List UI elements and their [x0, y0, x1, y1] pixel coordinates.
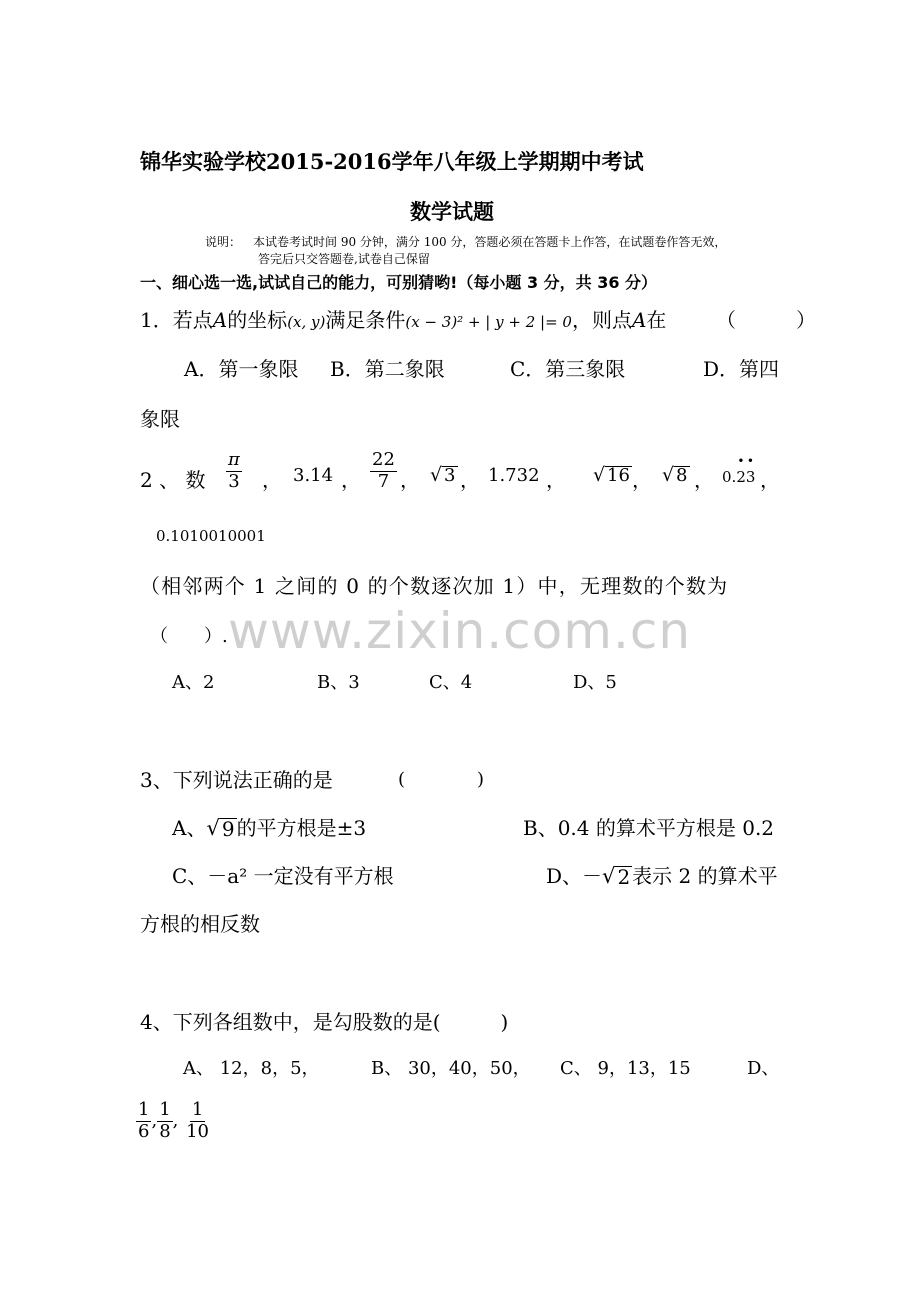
note-label: 说明：	[205, 235, 242, 249]
q3-answer-blank: ( )	[398, 769, 485, 790]
watermark: www.zixin.com.cn	[228, 602, 692, 660]
q1-mid2: 满足条件	[325, 308, 406, 332]
q2-option-b: B、3	[317, 672, 360, 693]
q2-option-d: D、5	[573, 672, 617, 693]
q1-option-b: B．第二象限	[330, 357, 445, 381]
section-heading: 一、细心选一选,试试自己的能力，可别猜哟!（每小题 3 分，共 36 分）	[140, 273, 658, 292]
q2-pi: π	[228, 449, 240, 470]
q3-option-a: A、 √ 9 的平方根是±3	[172, 816, 367, 841]
q2-sqrt-8: √ 8	[662, 464, 688, 487]
q1-answer-blank: （ ）	[716, 308, 816, 332]
q2-option-c: C、4	[429, 672, 473, 693]
q2-option-a: A、2	[172, 672, 215, 693]
q1-lead: 1．若点	[140, 308, 213, 332]
q1-mid3: ，则点	[571, 308, 632, 332]
q2-sep-2: ，	[341, 468, 361, 492]
q2-sqrt-16: √ 16	[593, 464, 630, 487]
q2-sep-5: ，	[546, 468, 566, 492]
q1-point-2: A	[631, 308, 647, 332]
q2-sep-3: ，	[400, 468, 420, 492]
q4-option-d: D、	[747, 1058, 780, 1079]
q1-point: A	[212, 308, 228, 332]
q2-sep-6: ，	[632, 468, 652, 492]
q2-description: （相邻两个 1 之间的 0 的个数逐次加 1）中，无理数的个数为	[140, 574, 729, 598]
q2-sep-7: ，	[694, 468, 714, 492]
note-line-2: 答完后只交答题卷,试卷自己保留	[258, 252, 430, 266]
q2-three: 3	[228, 470, 240, 492]
q2-22: 22	[372, 449, 395, 470]
q1-tail: 在	[646, 308, 667, 332]
q1-coord: (x, y)	[287, 313, 326, 331]
q2-7: 7	[377, 470, 390, 492]
q1-mid1: 的坐标	[227, 308, 288, 332]
q2-sep-8: ，	[760, 468, 780, 492]
q1-option-d: D．第四	[703, 357, 780, 381]
q2-1-732: 1.732	[488, 465, 540, 486]
q2-sep-4: ，	[460, 468, 480, 492]
q1-condition: (x − 3)² + | y + 2 |= 0	[405, 313, 572, 331]
q2-sqrt-3: √ 3	[430, 464, 456, 487]
q2-answer-blank: （ ）.	[150, 626, 228, 647]
q2-long-decimal: 0.1010010001	[156, 527, 266, 545]
q3-option-d: D、－ √ 2 表示 2 的算术平	[546, 864, 778, 889]
q3-option-c: C、－a² 一定没有平方根	[172, 864, 394, 888]
q1-option-d-wrap: 象限	[140, 407, 180, 431]
q2-repeating-decimal: 0.• 2• 3	[722, 468, 755, 486]
q4-option-b: B、 30，40，50，	[371, 1058, 531, 1079]
q4-stem: 4、下列各组数中，是勾股数的是( )	[140, 1010, 509, 1034]
q3-option-d-wrap: 方根的相反数	[140, 912, 260, 936]
question-1	[140, 304, 666, 333]
q2-pi-over-3	[226, 450, 242, 492]
note-line-1: 本试卷考试时间 90 分钟，满分 100 分，答题必须在答题卡上作答，在试题卷作答无效，	[253, 235, 727, 249]
q2-3-14: 3.14	[293, 465, 334, 486]
q3-option-b: B、0.4 的算术平方根是 0.2	[523, 816, 775, 840]
q1-option-a: A．第一象限	[184, 357, 299, 381]
q1-option-c: C．第三象限	[510, 357, 626, 381]
q2-lead: 2 、 数	[140, 468, 206, 492]
q3-stem: 3、下列说法正确的是	[140, 768, 333, 792]
exam-title: 锦华实验学校2015-2016学年八年级上学期期中考试	[140, 149, 644, 174]
q2-22-over-7	[370, 450, 397, 492]
q4-option-d-fractions: $\frac{1}{6}$ , $\frac{1}{8}$ , $\frac{1}{10}$	[138, 1099, 210, 1142]
q2-sep-1: ，	[262, 468, 282, 492]
q4-option-a: A、 12，8，5，	[183, 1058, 320, 1079]
q4-option-c: C、 9，13，15	[560, 1058, 691, 1079]
exam-subtitle: 数学试题	[410, 199, 494, 224]
